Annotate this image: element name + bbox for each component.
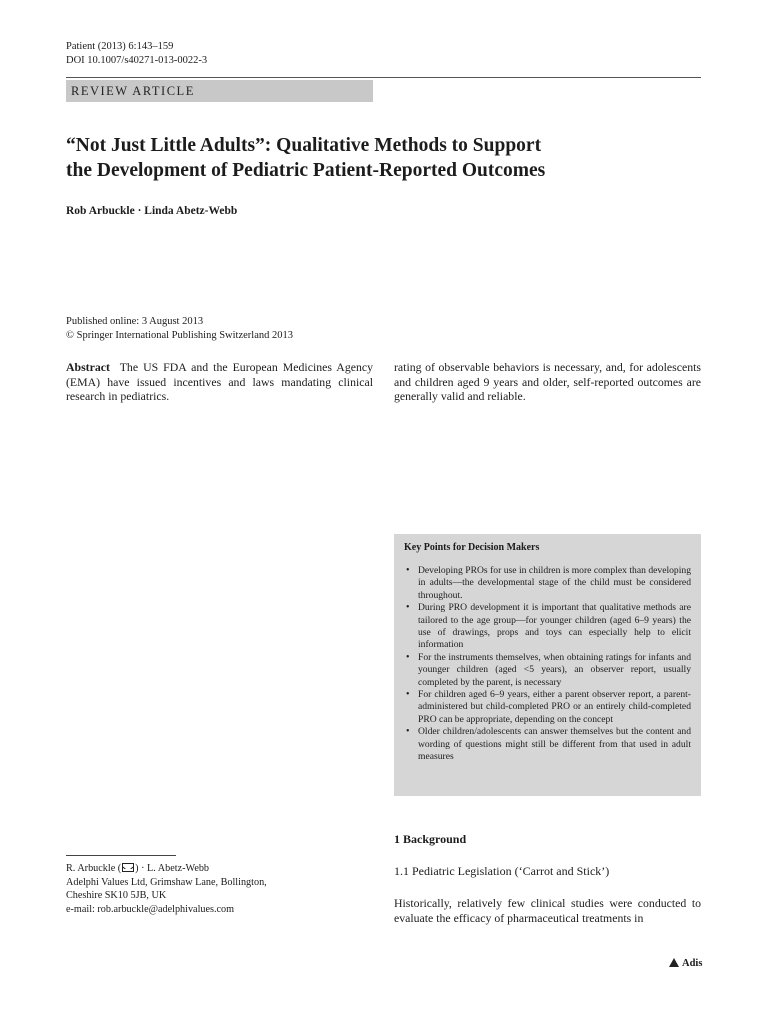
author-footnote [66,862,267,916]
section-body-text: Historically, relatively few clinical studies were conducted to evaluate the efficacy of pharmaceutical treatments in [394,896,701,925]
abstract-label: Abstract [66,360,110,374]
footnote-address-2: Cheshire SK10 5JB, UK [66,890,167,902]
journal-meta [66,40,207,68]
author-list: Rob Arbuckle · Linda Abetz-Webb [66,205,238,217]
footnote-authors-after: ) · L. Abetz-Webb [135,863,210,874]
footnote-rule [66,855,176,856]
publisher-logo-text: Adis [682,958,703,969]
footnote-authors-before: R. Arbuckle ( [66,863,122,874]
abstract-continued-opening: rating of observable behaviors is necessary, and, for adolescents and children aged 9 years and older, self-reported outcomes are generally valid and reliable. [394,360,701,404]
email-envelope-icon[interactable] [122,863,134,872]
header-rule [66,77,701,78]
abstract-continued [394,360,701,530]
title-line-2: the Development of Pediatric Patient-Reported Outcomes [66,160,546,181]
journal-citation: Patient (2013) 6:143–159 [66,41,174,52]
key-point-item: • Older children/adolescents can answer themselves but the content and wording of questions might still be different from that used in adult measures [404,726,691,763]
publication-info [66,315,293,343]
key-points-list [404,565,691,764]
abstract [66,360,373,846]
key-points-box [394,534,701,796]
footnote-email[interactable]: e-mail: rob.arbuckle@adelphivalues.com [66,903,235,915]
published-date: Published online: 3 August 2013 [66,316,204,327]
adis-triangle-icon [669,958,679,967]
key-point-item: • For children aged 6–9 years, either a parent observer report, a parent-administered but child-completed PRO or an entirely child-completed PRO can be appropriate, depending on the concept [404,689,691,726]
publisher-logo [669,958,702,969]
article-title [66,133,706,183]
key-point-item: • During PRO development it is important that qualitative methods are tailored to the age group—for younger children (aged 6–9 years) the use of drawings, props and toys can especially help to elicit information [404,602,691,652]
title-line-1: “Not Just Little Adults”: Qualitative Methods to Support [66,135,542,156]
key-point-item: • Developing PROs for use in children is more complex than developing in adults—the developmental stage of the child must be considered throughout. [404,565,691,602]
article-type-banner: REVIEW ARTICLE [66,80,373,102]
subsection-heading: 1.1 Pediatric Legislation (‘Carrot and Stick’) [394,864,610,878]
key-point-item: • For the instruments themselves, when obtaining ratings for infants and younger children (aged <5 years), an observer report, usually completed by the parent, is necessary [404,652,691,689]
footnote-authors [66,862,267,876]
footnote-address-1: Adelphi Values Ltd, Grimshaw Lane, Bollington, [66,876,267,888]
key-points-title: Key Points for Decision Makers [404,542,540,553]
doi[interactable]: DOI 10.1007/s40271-013-0022-3 [66,55,208,66]
abstract-opening: The US FDA and the European Medicines Agency (EMA) have issued incentives and laws mandating clinical research in pediatrics. [66,360,373,404]
section-heading: 1 Background [394,832,467,846]
copyright: © Springer International Publishing Switzerland 2013 [66,330,293,341]
